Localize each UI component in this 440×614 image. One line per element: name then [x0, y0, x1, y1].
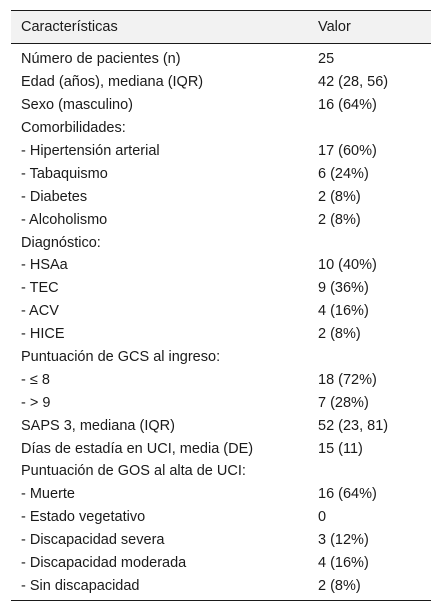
row-label: Sexo (masculino): [21, 97, 134, 114]
table-row: [11, 231, 431, 254]
row-label: - Sin discapacidad: [11, 574, 308, 600]
row-value: [308, 346, 431, 369]
table-row: [11, 140, 431, 163]
table-row: [11, 391, 431, 414]
row-value: 10 (40%): [318, 257, 377, 274]
table-row: [11, 162, 431, 185]
table-row: [11, 552, 431, 575]
row-value: 52 (23, 81): [318, 417, 389, 434]
row-label: Comorbilidades:: [21, 120, 126, 137]
table-row: [11, 414, 431, 437]
table-row: [11, 346, 431, 369]
row-value: 2 (8%): [318, 188, 361, 205]
row-value: 0: [318, 509, 327, 526]
row-value: 18 (72%): [318, 371, 377, 388]
row-label: Días de estadía en UCI, media (DE): [21, 440, 254, 457]
row-label: - Discapacidad severa: [21, 532, 165, 549]
row-value: [308, 117, 431, 140]
table-row: [11, 300, 431, 323]
row-label: SAPS 3, mediana (IQR): [21, 417, 175, 434]
header-row: [11, 11, 431, 44]
table-row: [11, 460, 431, 483]
table-row: [11, 44, 431, 71]
table-row: [11, 94, 431, 117]
row-label: - Discapacidad moderada: [21, 555, 187, 572]
characteristics-table-container: [11, 10, 431, 601]
table-body: [11, 44, 431, 601]
table-row: [11, 483, 431, 506]
table-row: [11, 208, 431, 231]
table-row: [11, 368, 431, 391]
table-row: [11, 574, 431, 600]
table-row: [11, 254, 431, 277]
row-value: 3 (12%): [318, 532, 369, 549]
row-value: [308, 231, 431, 254]
row-label: Edad (años), mediana (IQR): [21, 74, 204, 91]
row-label: Número de pacientes (n): [21, 51, 181, 68]
table-row: [11, 185, 431, 208]
table-header: [11, 11, 431, 44]
row-label: - Tabaquismo: [21, 165, 108, 182]
row-label: - ACV: [21, 303, 59, 320]
table-row: [11, 506, 431, 529]
row-value: 42 (28, 56): [318, 74, 389, 91]
row-label: - > 9: [21, 394, 51, 411]
table-row: [11, 323, 431, 346]
row-label: - Hipertensión arterial: [21, 143, 160, 159]
row-value: 2 (8%): [308, 574, 431, 600]
row-value: [308, 460, 431, 483]
table-row: [11, 437, 431, 460]
row-value: 6 (24%): [318, 165, 369, 182]
row-value: 17 (60%): [318, 143, 377, 159]
row-label: - ≤ 8: [21, 371, 50, 388]
row-value: 4 (16%): [318, 555, 369, 572]
row-value: 16 (64%): [318, 486, 377, 503]
row-value: 2 (8%): [318, 211, 361, 228]
row-label: - HICE: [21, 326, 65, 343]
row-label: - Diabetes: [21, 188, 88, 205]
row-value: 9 (36%): [318, 280, 369, 297]
row-label: - Estado vegetativo: [21, 509, 146, 526]
row-label: - TEC: [21, 280, 59, 297]
row-label: - Muerte: [21, 486, 75, 503]
row-label: Puntuación de GOS al alta de UCI:: [21, 463, 246, 480]
table-row: [11, 529, 431, 552]
row-value: 2 (8%): [318, 326, 361, 343]
row-value: 15 (11): [318, 440, 363, 457]
table-row: [11, 277, 431, 300]
row-value: 16 (64%): [318, 97, 377, 114]
row-label: - HSAa: [21, 257, 68, 274]
characteristics-table: [11, 10, 431, 601]
row-label: Diagnóstico:: [21, 234, 101, 251]
table-row: [11, 117, 431, 140]
table-row: [11, 71, 431, 94]
header-characteristics: Características: [11, 11, 308, 44]
row-value: 7 (28%): [318, 394, 369, 411]
header-value: Valor: [308, 11, 431, 44]
row-value: 4 (16%): [318, 303, 369, 320]
row-label: Puntuación de GCS al ingreso:: [21, 349, 221, 366]
row-label: - Alcoholismo: [21, 211, 108, 228]
row-value: 25: [318, 51, 335, 68]
